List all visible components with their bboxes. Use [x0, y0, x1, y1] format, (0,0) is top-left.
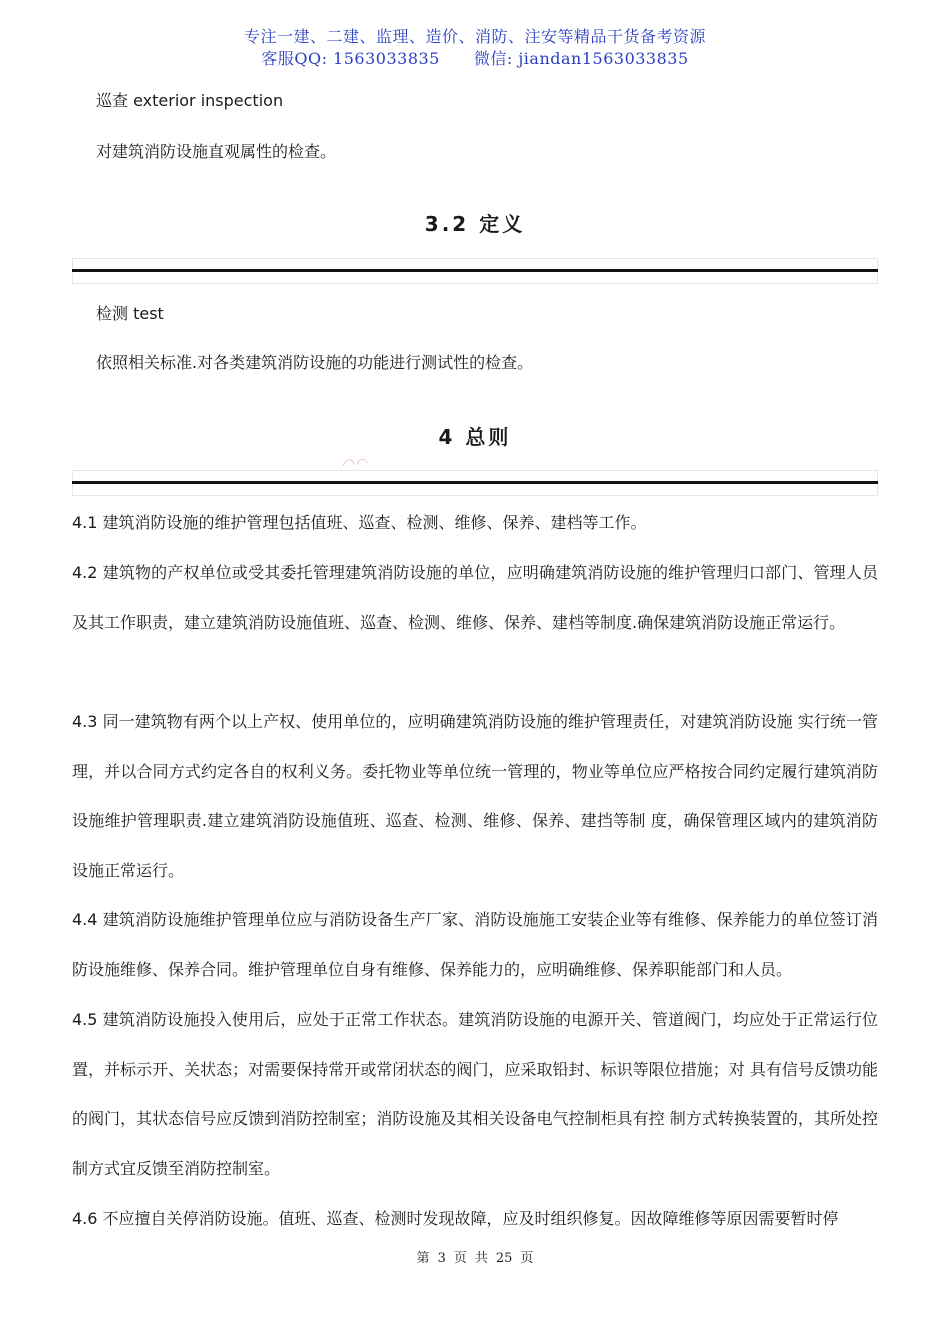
footer-total-label: 共	[474, 1251, 488, 1266]
term-test-definition: 依照相关标准.对各类建筑消防设施的功能进行测试性的检查。	[96, 353, 534, 372]
clause-4-1: 4.1 建筑消防设施的维护管理包括值班、巡查、检测、维修、保养、建档等工作。	[72, 513, 647, 532]
header-contact	[0, 46, 950, 69]
page-footer	[0, 1247, 950, 1266]
section-4-heading: 4 总则	[438, 425, 512, 449]
term-patrol-title: 巡查 exterior inspection	[96, 91, 284, 110]
term-test-title: 检测 test	[96, 304, 164, 323]
header-promo-text: 专注一建、二建、监理、造价、消防、注安等精品干货备考资源	[243, 27, 706, 46]
clause-4-5: 4.5 建筑消防设施投入使用后，应处于正常工作状态。建筑消防设施的电源开关、管道阀门，均应处于正常运行位置，并标示开、关状态；对需要保持常开或常闭状态的阀门，应采取铅封、标识等限位措施；对 具有信号反馈功能的阀门，其状态信号应反馈到消防控制室；消防设施及其相关设备电气控制柜具有控 制方式转换装置的，其所处控制方式宜反馈至消防控制室。	[72, 1010, 878, 1178]
clause-4-4: 4.4 建筑消防设施维护管理单位应与消防设备生产厂家、消防设施施工安装企业等有维修、保养能力的单位签订消防设施维修、保养合同。维护管理单位自身有维修、保养能力的，应明确维修、保养职能部门和人员。	[72, 910, 878, 979]
section-divider	[72, 258, 878, 284]
header-qq: 客服QQ: 1563033835	[261, 49, 440, 68]
clause-4-2: 4.2 建筑物的产权单位或受其委托管理建筑消防设施的单位，应明确建筑消防设施的维护管理归口部门、管理人员及其工作职责，建立建筑消防设施值班、巡查、检测、维修、保养、建档等制度.确保建筑消防设施正常运行。	[72, 563, 878, 632]
footer-page-word: 页	[453, 1251, 467, 1266]
footer-current-page: 3	[437, 1251, 446, 1266]
header-wechat: 微信: jiandan1563033835	[473, 49, 689, 68]
section-3-2-heading: 3.2 定义	[424, 212, 526, 236]
clause-4-6: 4.6 不应擅自关停消防设施。值班、巡查、检测时发现故障，应及时组织修复。因故障维修等原因需要暂时停	[72, 1209, 839, 1228]
clause-4-3: 4.3 同一建筑物有两个以上产权、使用单位的，应明确建筑消防设施的维护管理责任，对建筑消防设施 实行统一管理，并以合同方式约定各自的权利义务。委托物业等单位统一管理的，物业等单位应严格按合同约定履行建筑消防设施维护管理职责.建立建筑消防设施值班、巡查、检测、维修、保养、建挡等制 度，确保管理区域内的建筑消防设施正常运行。	[72, 712, 878, 880]
footer-total-word: 页	[520, 1251, 534, 1266]
section-divider	[72, 470, 878, 496]
faint-mark-icon	[340, 455, 370, 469]
footer-total-pages: 25	[495, 1251, 513, 1266]
footer-page-label: 第	[416, 1251, 430, 1266]
term-patrol-definition: 对建筑消防设施直观属性的检查。	[96, 142, 337, 161]
